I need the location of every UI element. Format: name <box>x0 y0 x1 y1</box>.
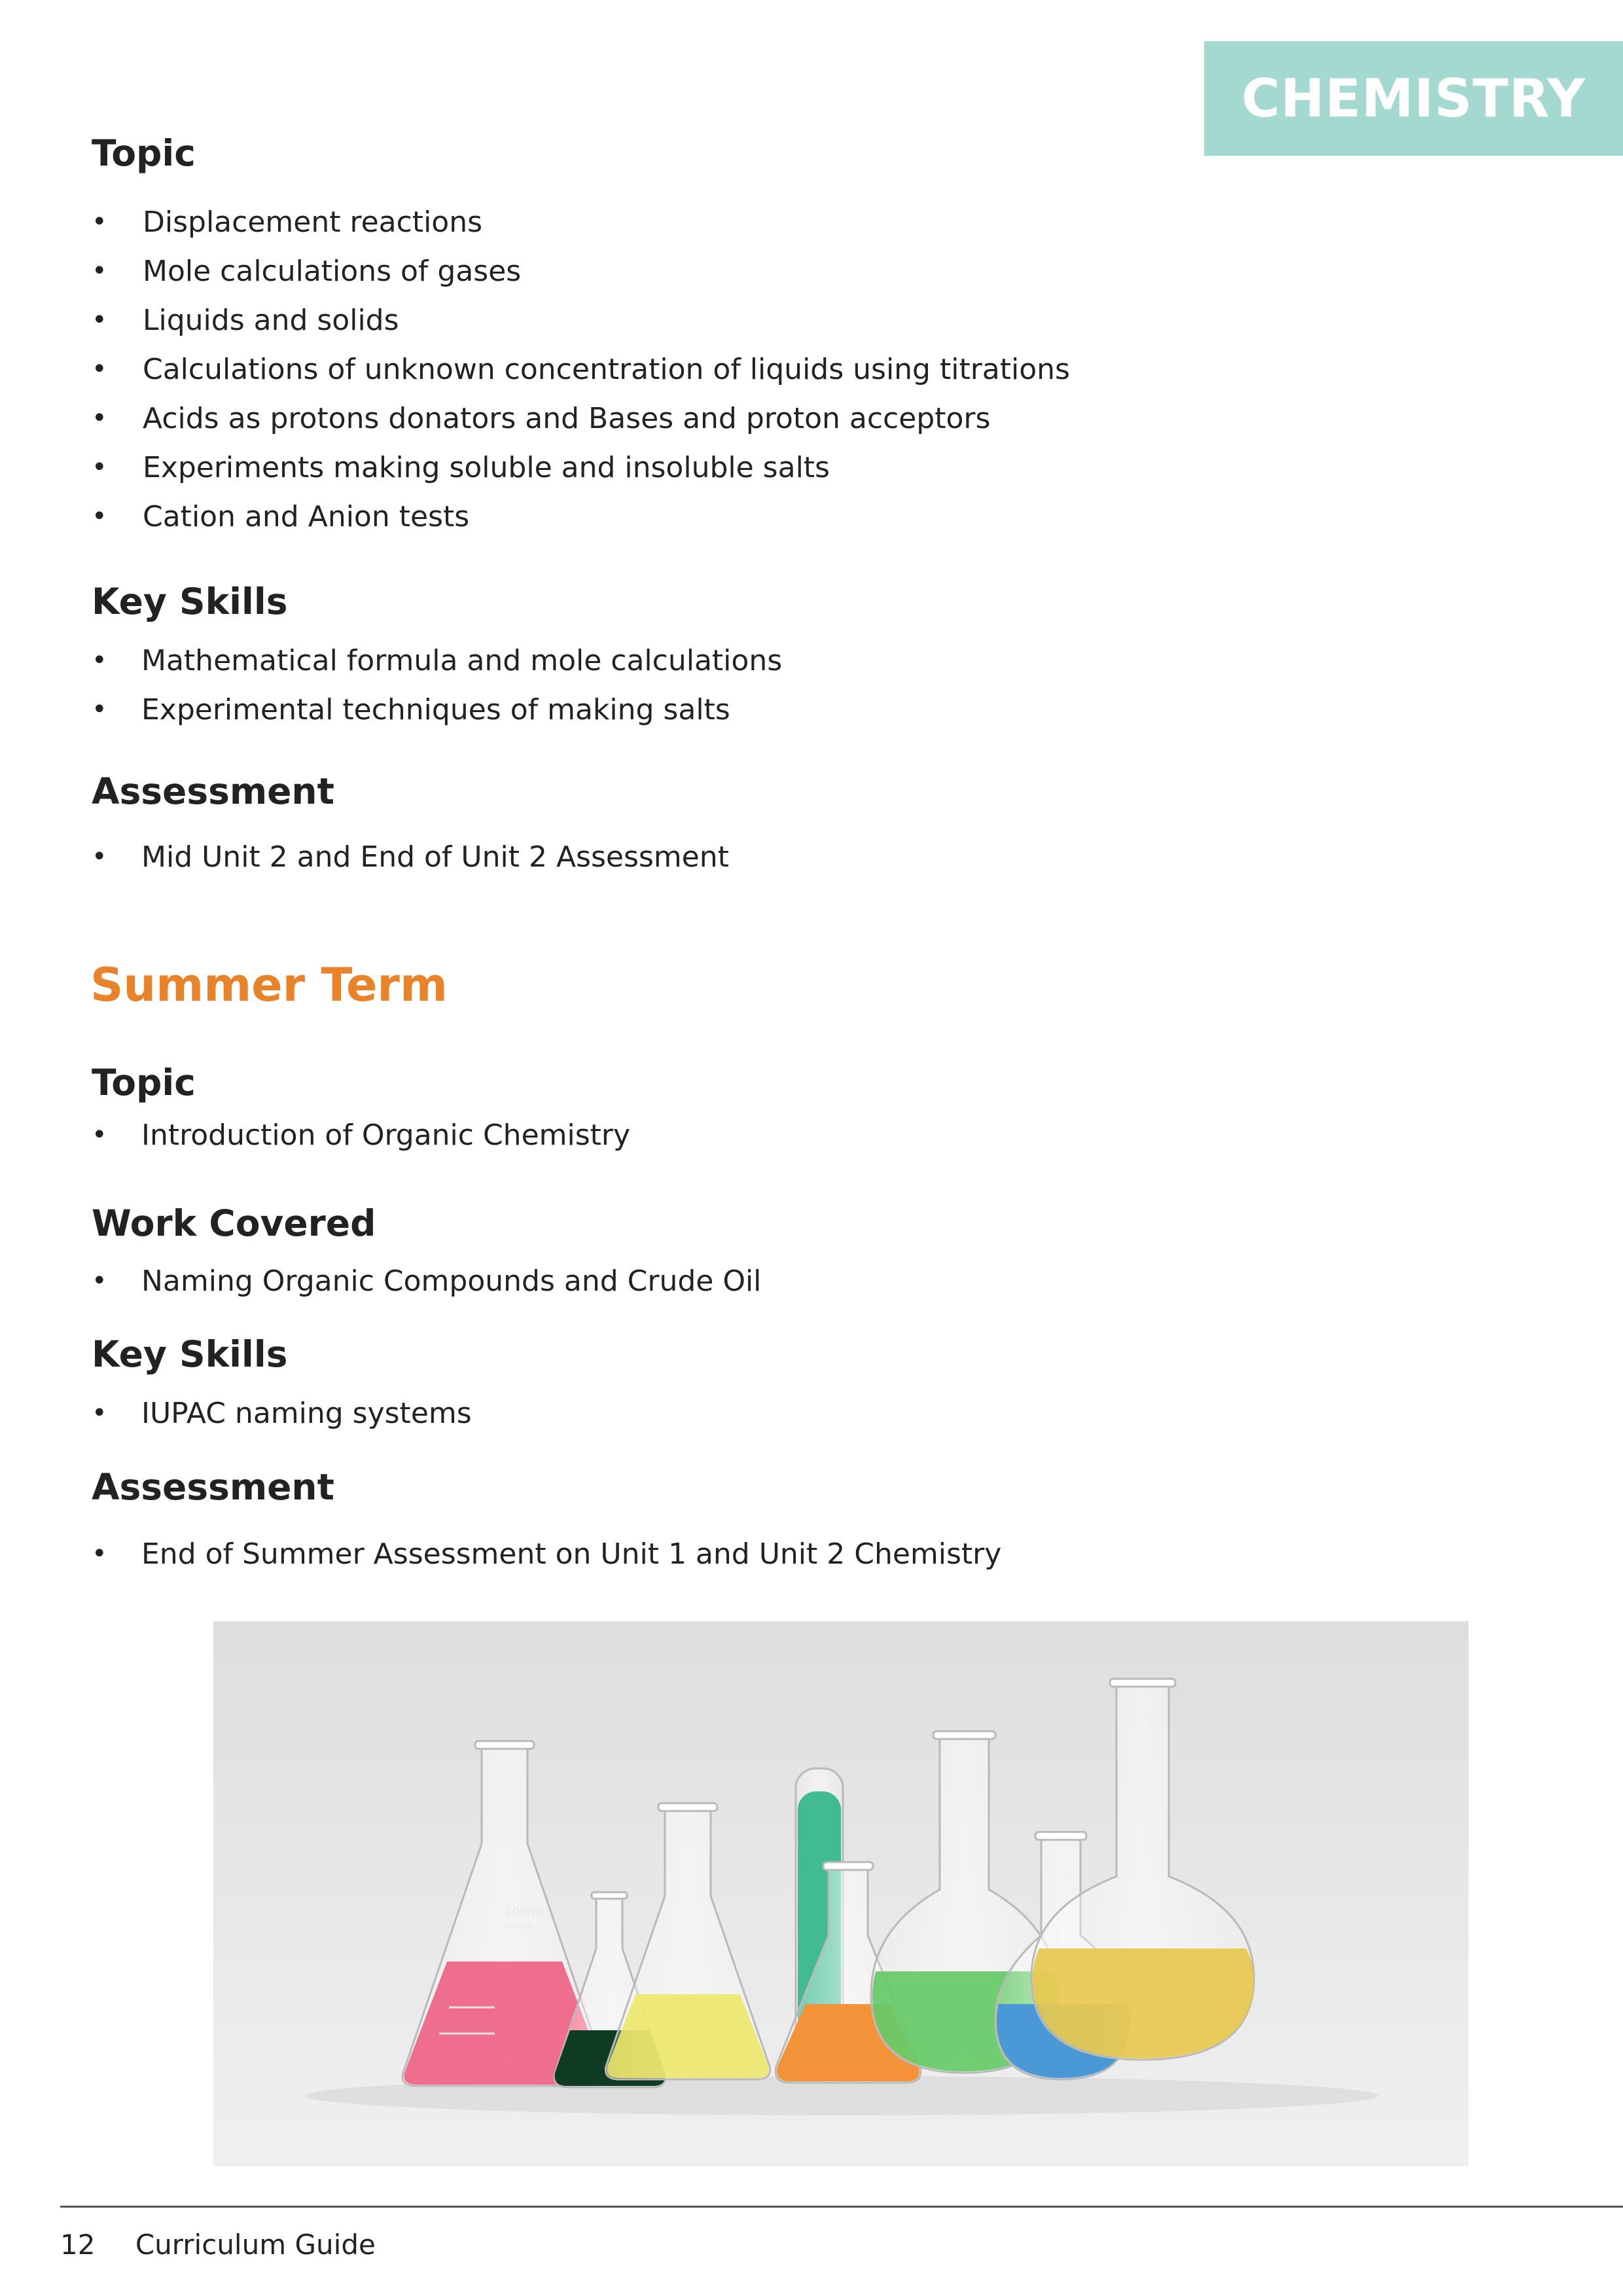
yellow-flask <box>605 1803 770 2079</box>
bullet-icon: • <box>92 354 107 384</box>
summer-term-title: Summer Term <box>90 958 448 1012</box>
bullet-icon: • <box>92 1120 107 1150</box>
topic-heading: Topic <box>92 132 196 174</box>
bullet-icon: • <box>92 256 107 286</box>
page-footer <box>60 2229 376 2261</box>
bullet-icon: • <box>92 452 107 482</box>
summer-assessment-heading: Assessment <box>92 1466 334 1508</box>
bullet-icon: • <box>92 403 107 433</box>
summer-topic-heading: Topic <box>92 1062 196 1103</box>
bullet-icon: • <box>92 501 107 531</box>
bullet-icon: • <box>92 1539 107 1569</box>
bullet-icon: • <box>92 1398 107 1428</box>
bullet-icon: • <box>92 305 107 335</box>
summer-key-skills-heading: Key Skills <box>92 1333 288 1375</box>
bullet-icon: • <box>92 694 107 725</box>
work-covered-heading: Work Covered <box>92 1202 376 1244</box>
bullet-icon: • <box>92 207 107 237</box>
flask-volume-label: 100ml <box>505 1905 542 1919</box>
page-number: 12 <box>60 2229 96 2261</box>
flask-approx-label: APPROX <box>505 1922 533 1931</box>
bullet-icon: • <box>92 1266 107 1296</box>
footer-title: Curriculum Guide <box>135 2229 376 2261</box>
footer-divider <box>60 2206 1623 2208</box>
bullet-icon: • <box>92 645 107 675</box>
glassware-illustration <box>213 1621 1469 2166</box>
assessment-heading: Assessment <box>92 770 334 812</box>
subject-tab <box>1204 41 1623 156</box>
key-skills-heading: Key Skills <box>92 581 288 622</box>
bullet-icon: • <box>92 842 107 872</box>
lab-glassware-photo <box>213 1621 1469 2166</box>
subject-title: CHEMISTRY <box>1241 68 1586 129</box>
